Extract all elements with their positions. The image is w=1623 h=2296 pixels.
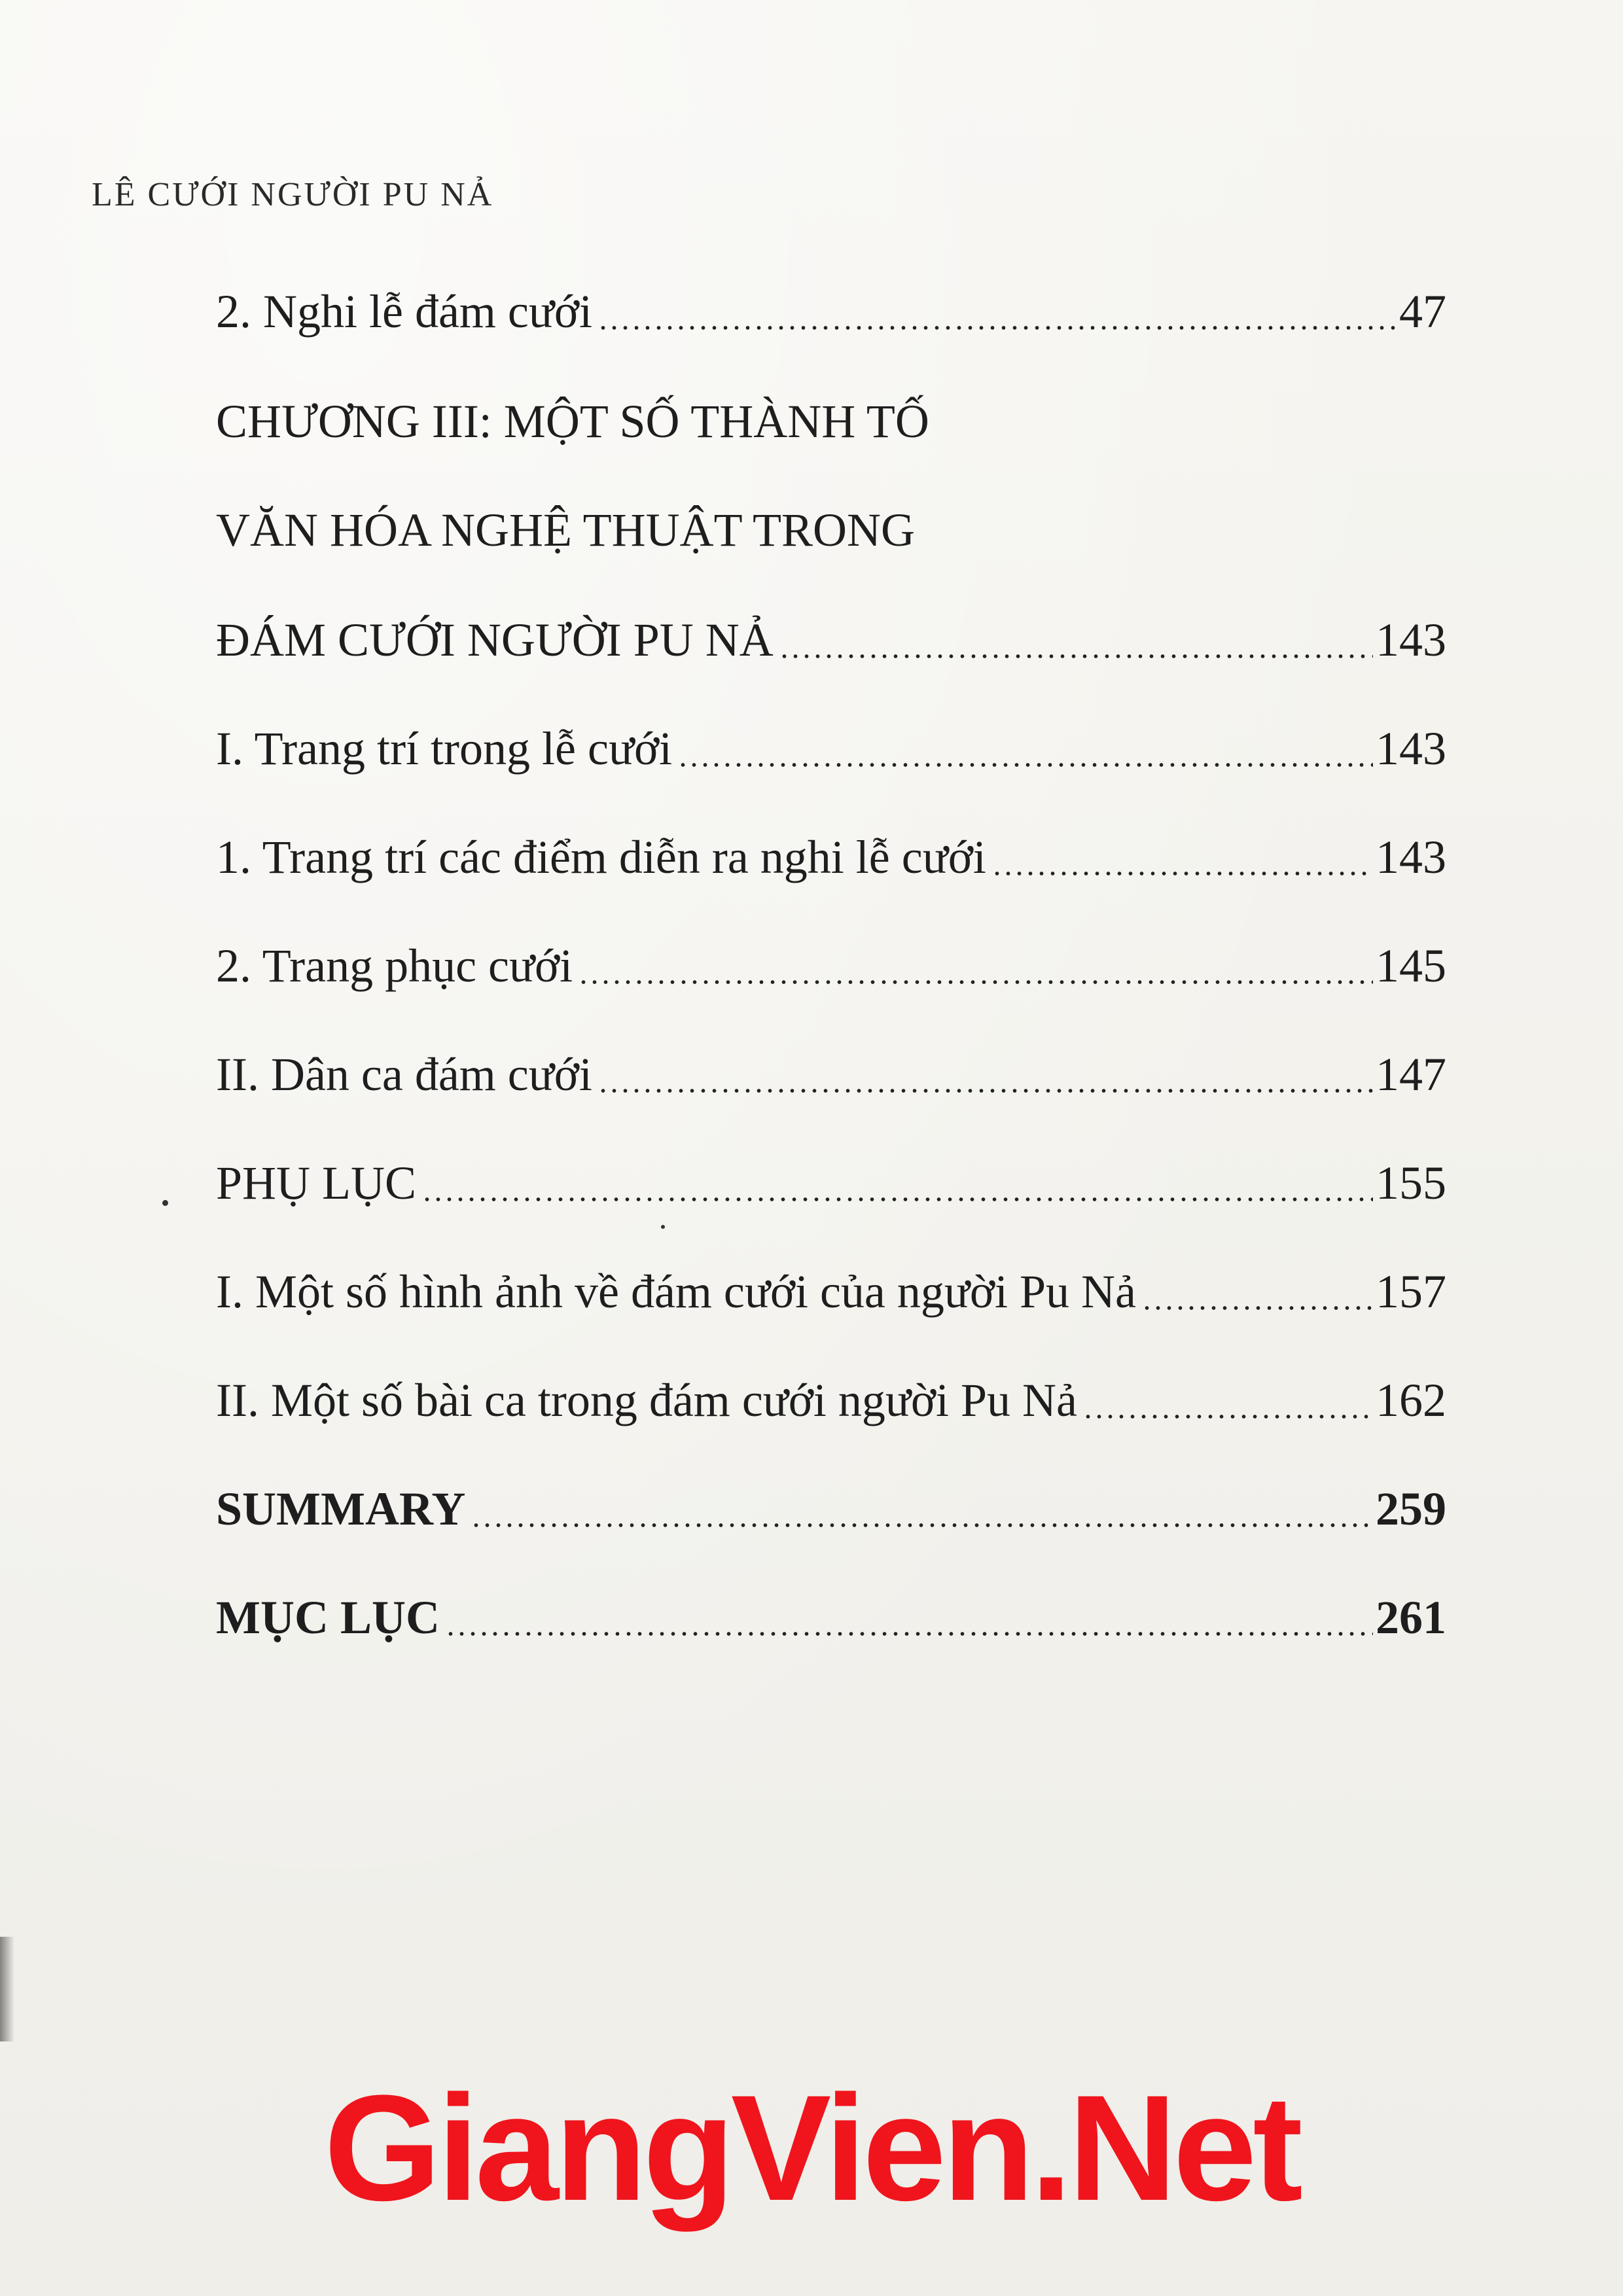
dot-leader — [779, 654, 1373, 658]
running-header: LÊ CƯỚI NGƯỜI PU NẢ — [92, 176, 494, 213]
toc-entry-page: 143 — [1376, 831, 1446, 883]
toc-entry-title: MỤC LỤC — [216, 1591, 440, 1644]
dot-leader — [991, 872, 1373, 875]
toc-entry-title: 1. Trang trí các điểm diễn ra nghi lễ cưới — [216, 831, 986, 883]
toc-entry — [216, 1483, 1446, 1535]
stray-mark — [162, 1200, 168, 1206]
chapter-heading-line — [216, 395, 929, 448]
toc-entry-title: I. Trang trí trong lễ cưới — [216, 722, 673, 775]
toc-entry-page: 145 — [1376, 940, 1446, 992]
dot-leader — [1082, 1415, 1373, 1419]
stray-mark — [661, 1225, 665, 1229]
toc-entry-title: VĂN HÓA NGHỆ THUẬT TRONG — [216, 504, 916, 556]
toc-entry-page: 157 — [1376, 1265, 1446, 1318]
toc-entry-title: II. Một số bài ca trong đám cưới người Pu Nả — [216, 1374, 1077, 1426]
toc-entry — [216, 1591, 1446, 1644]
toc-entry — [216, 940, 1446, 992]
page-edge-shadow — [0, 1937, 14, 2041]
toc-entry-title: PHỤ LỤC — [216, 1157, 417, 1209]
toc-entry — [216, 285, 1446, 338]
toc-entry — [216, 1374, 1446, 1426]
dot-leader — [445, 1632, 1373, 1636]
toc-entry-page: 261 — [1376, 1591, 1446, 1644]
dot-leader — [578, 980, 1373, 984]
toc-entry — [216, 1048, 1446, 1101]
toc-entry-page: 47 — [1399, 285, 1446, 338]
watermark: GiangVien.Net — [324, 2064, 1299, 2232]
toc-entry — [216, 614, 1446, 666]
toc-entry-page: 143 — [1376, 614, 1446, 666]
toc-entry-title: I. Một số hình ảnh về đám cưới của người Pu Nả — [216, 1265, 1136, 1318]
toc-entry-title: ĐÁM CƯỚI NGƯỜI PU NẢ — [216, 614, 774, 666]
toc-entry — [216, 1159, 1446, 1207]
toc-entry-title: CHƯƠNG III: MỘT SỐ THÀNH TỐ — [216, 395, 929, 448]
dot-leader — [597, 326, 1397, 330]
toc-entry — [216, 1265, 1446, 1318]
dot-leader — [471, 1523, 1373, 1527]
dot-leader — [597, 1089, 1373, 1093]
toc-entry-title: II. Dân ca đám cưới — [216, 1048, 592, 1101]
chapter-heading-line — [216, 506, 915, 554]
toc-entry — [216, 722, 1446, 775]
dot-leader — [1141, 1306, 1373, 1310]
dot-leader — [421, 1197, 1373, 1201]
toc-entry-page: 147 — [1376, 1048, 1446, 1101]
toc-entry-page: 162 — [1376, 1374, 1446, 1426]
toc-entry-title: 2. Trang phục cưới — [216, 940, 573, 992]
toc-entry-title: SUMMARY — [216, 1483, 466, 1535]
toc-entry-page: 259 — [1376, 1483, 1446, 1535]
toc-entry — [216, 831, 1446, 883]
toc-entry-page: 143 — [1376, 722, 1446, 775]
toc-entry-page: 155 — [1376, 1157, 1446, 1209]
dot-leader — [677, 763, 1373, 767]
toc-entry-title: 2. Nghi lễ đám cưới — [216, 285, 592, 338]
